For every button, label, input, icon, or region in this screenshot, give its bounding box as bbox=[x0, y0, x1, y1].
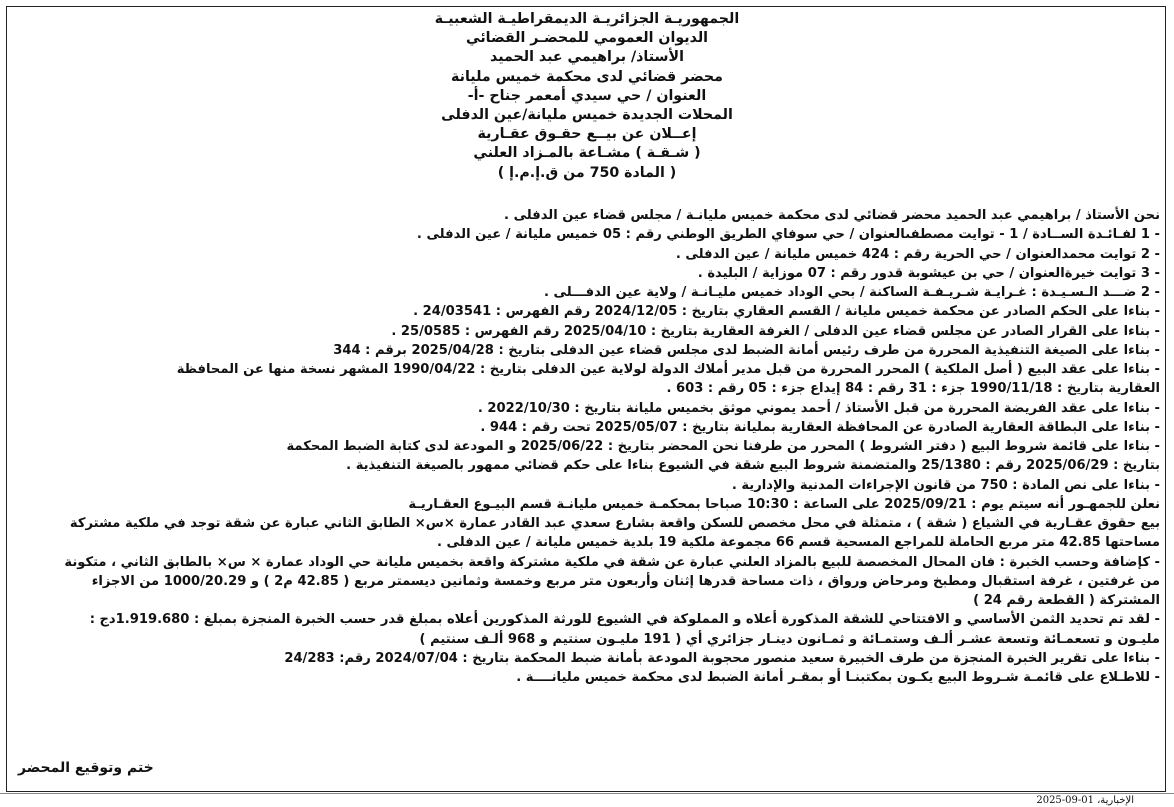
signature-label: ختم وتوقيع المحضر bbox=[18, 760, 154, 776]
header-line: الجمهوريـة الجزائريـة الديمقراطيـة الشعبيـة bbox=[434, 11, 740, 27]
body-line: نعلن للجمهـور أنه سيتم يوم : 2025/09/21 على الساعة : 10:30 صباحا بمحكمـة خميس مليانـة قسم البيـوع العقـاريـة bbox=[408, 496, 1160, 512]
notice-body bbox=[14, 206, 1160, 687]
body-line: - بناءا على الحكم الصادر عن محكمة خميس مليانة / القسم العقاري بتاريخ : 2024/12/05 رقم الفهرس : 24/03541 . bbox=[413, 304, 1160, 320]
body-line: - 2 توايت محمدالعنوان / حي الحرية رقم : 424 خميس مليانة / عين الدفلى . bbox=[675, 246, 1160, 262]
body-line: مساحتها 42.85 متر مربع الحاملة للمراجع المسحية قسم 66 مجموعة ملكية 19 بلدية خميس مليانة / عين الدفلى . bbox=[436, 535, 1160, 551]
body-line: - كإضافة وحسب الخبرة : فان المحال المخصصة للبيع بالمزاد العلني عبارة عن شقة في ملكية مشتركة واقعة بخميس مليانة حي الوداد عمارة × س× بالطابق الثاني ، متكونة bbox=[64, 554, 1160, 570]
body-line: بتاريخ : 2025/06/29 رقم : 25/1380 والمتضمنة شروط البيع شقة في الشيوع بناءا على حكم قضائي ممهور بالصيغة التنفيذية . bbox=[346, 458, 1160, 474]
body-line: المشتركة ( القطعة رقم 24 ) bbox=[973, 593, 1160, 608]
publication-source: الإخبارية، bbox=[1097, 795, 1134, 806]
header-line: العنوان / حي سيدي أمعمر جناح -أ- bbox=[467, 87, 707, 104]
body-line: - بناءا على قائمة شروط البيع ( دفتر الشروط ) المحرر من طرفنا نحن المحضر بتاريخ : 2025/06/22 و المودعة لدى كتابة الضبط المحكمة bbox=[286, 439, 1160, 454]
body-line: - بناءا على عقد البيع ( أصل الملكية ) المحرر المحررة من قبل مدير أملاك الدولة لولاية عين الدفلى بتاريخ : 1990/04/22 المشهر نسخة منها عن المحافظة bbox=[176, 362, 1160, 377]
body-line: - بناءا على تقرير الخبرة المنجزة من طرف الخبيرة سعيد منصور محجوبة المودعة بأمانة ضبط المحكمة بتاريخ : 2024/07/04 رقم: 24/283 bbox=[284, 650, 1160, 666]
header-line: الديوان العمومي للمحضـر القضائي bbox=[465, 30, 709, 47]
body-line: - بناءا على القرار الصادر عن مجلس قضاء عين الدفلى / الغرفة العقارية بتاريخ : 2025/04/10 رقم الفهرس : 25/0585 . bbox=[391, 323, 1160, 339]
body-line: - 3 توايت خيرةالعنوان / حي بن عيشوبة قدور رقم : 07 موزاية / البليدة . bbox=[697, 265, 1160, 281]
body-line: - 2 ضـــد الـسـيـدة : غـرايـة شـريـفـة الساكنة / بحي الوداد خميس مليـانـة / ولاية عين الدفـــلى . bbox=[543, 285, 1160, 300]
notice-title: إعــلان عن بيــع حقـوق عقـارية bbox=[477, 126, 697, 143]
body-line: - بناءا على البطاقة العقارية الصادرة عن المحافظة العقارية بمليانة بتاريخ : 2025/05/07 تحت رقم : 944 . bbox=[480, 419, 1160, 435]
body-line: مليـون و تسعمـائة وتسعة عشـر ألـف وستمـائة و ثمـانون دينـار جزائري أي ( 191 مليـون سنتيم و 968 ألـف سنتيم ) bbox=[419, 631, 1160, 647]
body-line: - بناءا على نص المادة : 750 من قانون الإجراءات المدنية والإدارية . bbox=[731, 477, 1160, 493]
body-line: بيع حقوق عقـارية في الشياع ( شقة ) ، متمثلة في محل مخصص للسكن واقعة بشارع سعدي عبد القادر عمارة ×س× الطابق الثاني عبارة عن شقة توجد في ملكية مشتركة bbox=[69, 516, 1160, 531]
notice-header bbox=[0, 10, 1174, 183]
publication-date: 2025-09-01 bbox=[1036, 795, 1094, 806]
body-line: - بناءا على عقد الفريضة المحررة من قبل الأستاذ / أحمد يموني موثق بخميس مليانة بتاريخ : 2022/10/30 . bbox=[477, 400, 1160, 416]
legal-article: ( المادة 750 من ق.إ.م.إ ) bbox=[497, 164, 677, 181]
footer-divider bbox=[0, 793, 1174, 794]
body-line: العقارية بتاريخ : 1990/11/18 جزء : 31 رقم : 84 إيداع جزء : 05 رقم : 603 . bbox=[666, 381, 1160, 397]
footer bbox=[0, 795, 1174, 807]
body-line: - 1 لفـائـدة الســادة / 1 - توايت مصطفىالعنوان / حي سوفاي الطريق الوطني رقم : 05 خميس مليانة / عين الدفلى . bbox=[416, 227, 1160, 243]
body-line: - لقد تم تحديد الثمن الأساسي و الافتتاحي للشقة المذكورة أعلاه و المملوكة في الشيوع للورثة المذكورين أعلاه بمبلغ قدر حسب الخبرة المنجزة بمبلغ : 1.919.680دج : bbox=[89, 612, 1160, 628]
notice-subtitle: ( شـقـة ) مشـاعة بالمـزاد العلني bbox=[473, 145, 701, 162]
header-line: المحلات الجديدة خميس مليانة/عين الدفلى bbox=[441, 107, 733, 124]
header-line: محضر قضائي لدى محكمة خميس مليانة bbox=[451, 68, 723, 85]
body-line: نحن الأستاذ / براهيمي عبد الحميد محضر قضائي لدى محكمة خميس مليانـة / مجلس قضاء عين الدفلى . bbox=[504, 208, 1160, 223]
body-line: - للاطـلاع على قائمـة شـروط البيع يكـون بمكتبنـا أو بمقـر أمانة الضبط لدى محكمة خميس مليانــــة . bbox=[516, 670, 1160, 685]
header-line: الأستاذ/ براهيمي عبد الحميد bbox=[490, 49, 684, 66]
body-line: - بناءا على الصيغة التنفيذية المحررة من طرف رئيس أمانة الضبط لدى مجلس قضاء عين الدفلى بتاريخ : 2025/04/28 برقم : 344 bbox=[333, 342, 1160, 358]
body-line: من غرفتين ، غرفة استقبال ومطبخ ومرحاض ورواق ، ذات مساحة قدرها إثنان وأربعون متر مربع وخمسة وثمانين ديسمتر مربع ( 42.85 م2 ) و 1000/20.29 من الاجزاء bbox=[91, 573, 1160, 589]
